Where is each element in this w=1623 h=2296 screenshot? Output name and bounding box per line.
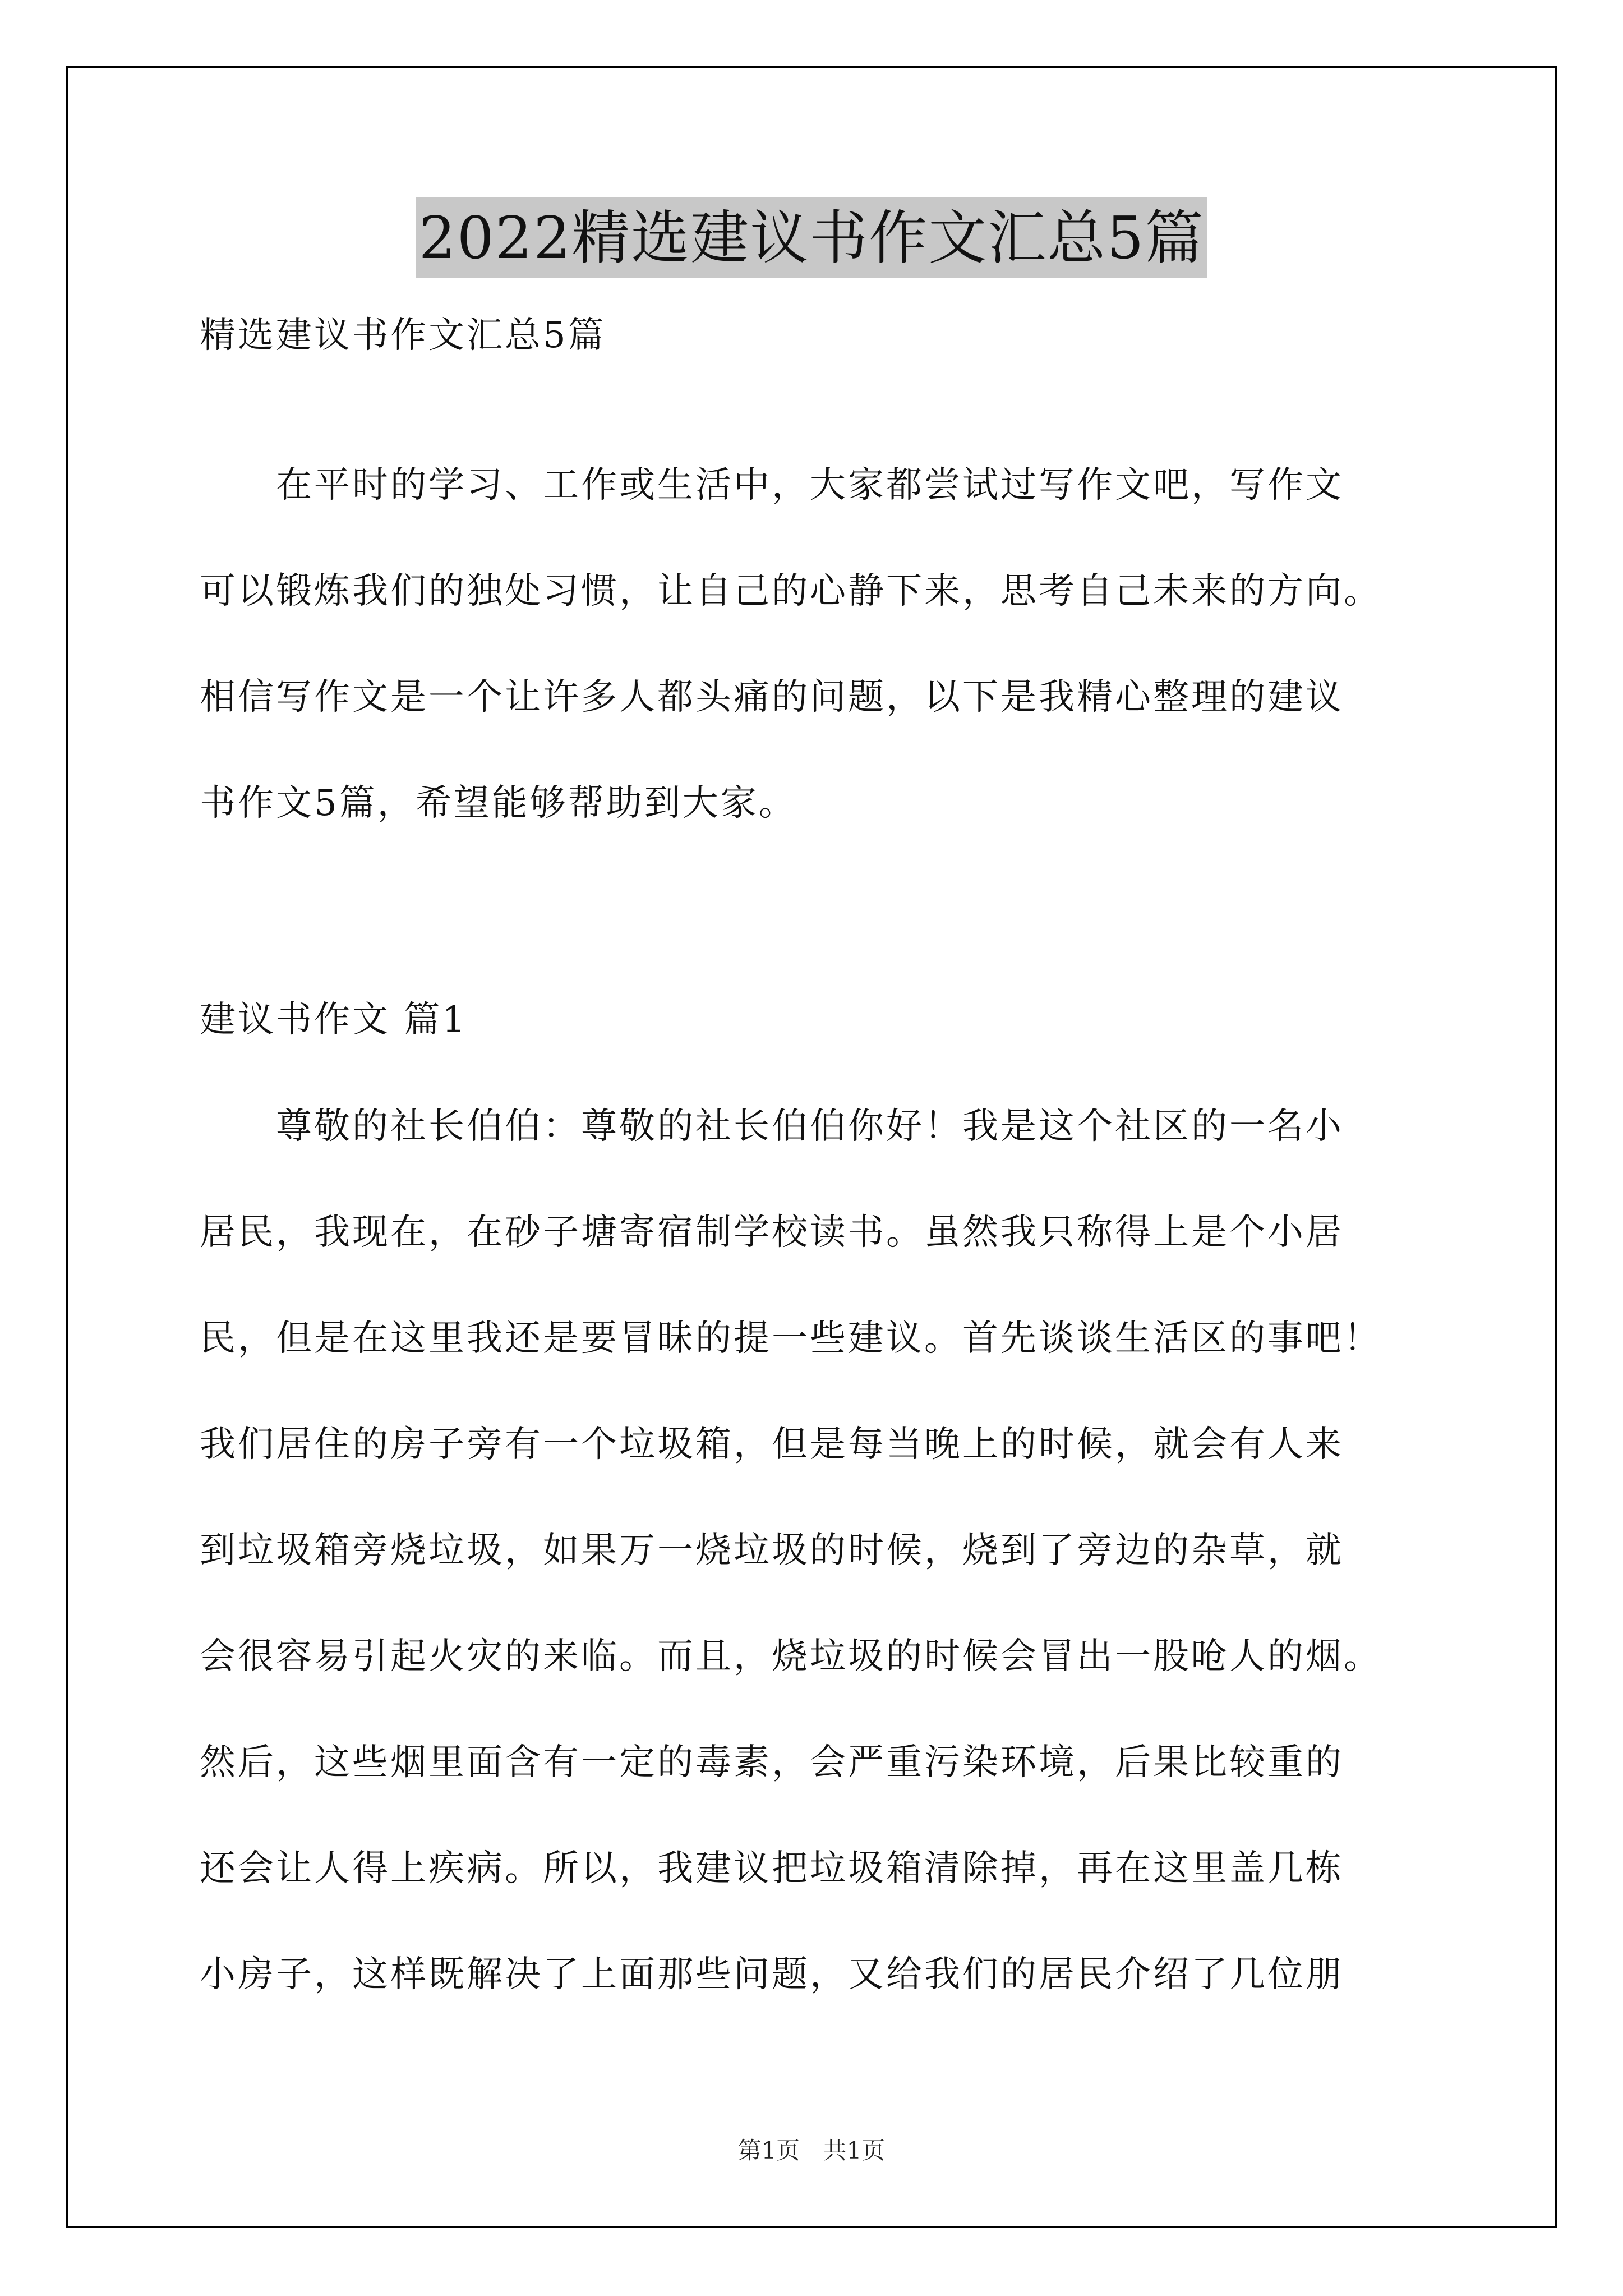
document-subtitle: 精选建议书作文汇总5篇 xyxy=(200,315,606,356)
section-line: 到垃圾箱旁烧垃圾，如果万一烧垃圾的时候，烧到了旁边的杂草，就 xyxy=(200,1530,1344,1571)
section-line: 小房子，这样既解决了上面那些问题，又给我们的居民介绍了几位朋 xyxy=(200,1954,1344,1995)
intro-line: 在平时的学习、工作或生活中，大家都尝试过写作文吧，写作文 xyxy=(200,464,1344,506)
section-line: 民，但是在这里我还是要冒昧的提一些建议。首先谈谈生活区的事吧！ xyxy=(200,1318,1382,1359)
intro-line: 可以锻炼我们的独处习惯，让自己的心静下来，思考自己未来的方向。 xyxy=(200,570,1382,612)
page-footer xyxy=(0,2135,1623,2166)
intro-line: 相信写作文是一个让许多人都头痛的问题，以下是我精心整理的建议 xyxy=(200,677,1344,718)
page-number: 第1页 xyxy=(737,2137,800,2164)
section-line: 我们居住的房子旁有一个垃圾箱，但是每当晚上的时候，就会有人来 xyxy=(200,1424,1344,1465)
section-line: 然后，这些烟里面含有一定的毒素，会严重污染环境，后果比较重的 xyxy=(200,1742,1344,1783)
section-line: 会很容易引起火灾的来临。而且，烧垃圾的时候会冒出一股呛人的烟。 xyxy=(200,1636,1382,1677)
section-line: 还会让人得上疾病。所以，我建议把垃圾箱清除掉，再在这里盖几栋 xyxy=(200,1848,1344,1889)
section-line: 居民，我现在，在砂子塘寄宿制学校读书。虽然我只称得上是个小居 xyxy=(200,1212,1344,1253)
intro-line: 书作文5篇，希望能够帮助到大家。 xyxy=(200,783,797,824)
title-container xyxy=(0,197,1623,278)
document-title: 2022精选建议书作文汇总5篇 xyxy=(416,197,1208,278)
page-total: 共1页 xyxy=(823,2137,886,2164)
section-heading: 建议书作文 篇1 xyxy=(200,999,468,1041)
section-line: 尊敬的社长伯伯：尊敬的社长伯伯你好！我是这个社区的一名小 xyxy=(200,1106,1344,1147)
